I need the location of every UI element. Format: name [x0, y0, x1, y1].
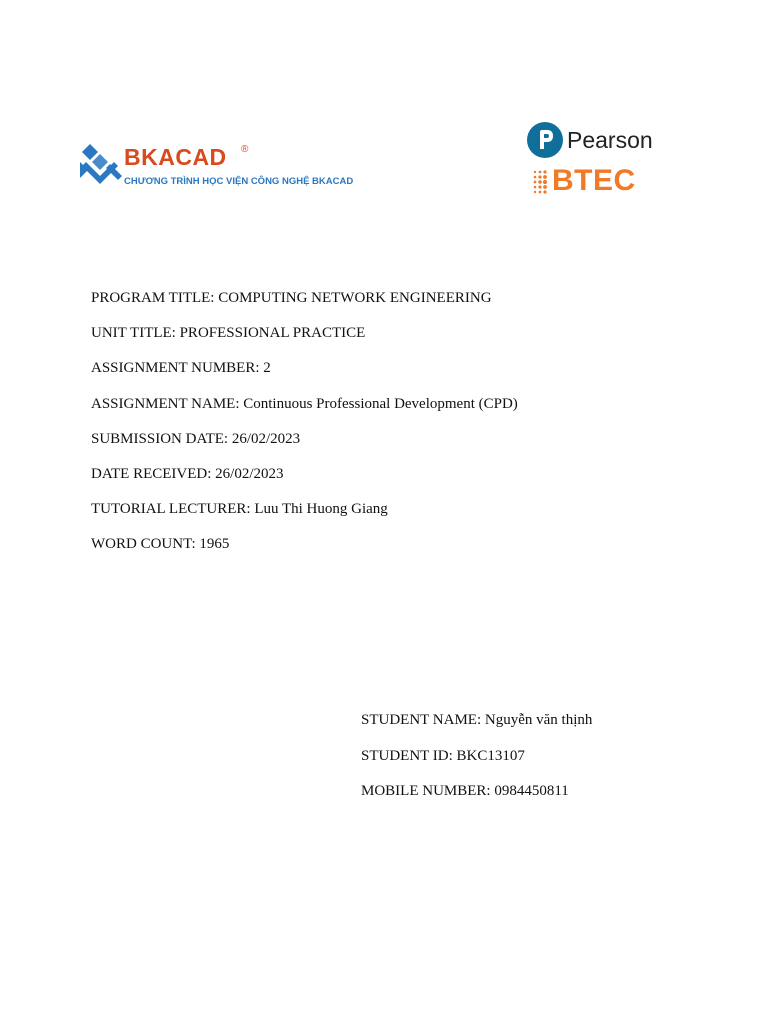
tutorial-lecturer: TUTORIAL LECTURER: Luu Thi Huong Giang [91, 501, 388, 518]
submission-date: SUBMISSION DATE: 26/02/2023 [91, 430, 301, 447]
word-count: WORD COUNT: 1965 [91, 536, 230, 553]
bkacad-chevron-mark-icon [78, 142, 124, 186]
assignment-info [91, 288, 518, 570]
assignment-name: ASSIGNMENT NAME: Continuous Professional Development (CPD) [91, 395, 518, 412]
student-id: STUDENT ID: BKC13107 [361, 747, 525, 764]
date-received: DATE RECEIVED: 26/02/2023 [91, 465, 284, 482]
mobile-number: MOBILE NUMBER: 0984450811 [361, 783, 569, 799]
pearson-p-circle-icon [527, 122, 563, 158]
student-info [361, 710, 592, 817]
btec-wordmark: BTEC [552, 164, 636, 197]
btec-dots-icon [532, 167, 552, 197]
bkacad-logo [78, 142, 378, 194]
bkacad-wordmark: BKACAD [124, 144, 227, 170]
program-title: PROGRAM TITLE: COMPUTING NETWORK ENGINEERING [91, 290, 492, 306]
btec-logo [532, 164, 662, 200]
bkacad-tagline: CHƯƠNG TRÌNH HỌC VIỆN CÔNG NGHỆ BKACAD [124, 176, 354, 187]
unit-title: UNIT TITLE: PROFESSIONAL PRACTICE [91, 325, 366, 342]
pearson-logo [527, 120, 657, 160]
student-name: STUDENT NAME: Nguyễn văn thịnh [361, 712, 593, 728]
registered-mark: ® [241, 144, 249, 155]
pearson-wordmark: Pearson [567, 127, 653, 153]
assignment-number: ASSIGNMENT NUMBER: 2 [91, 360, 271, 377]
